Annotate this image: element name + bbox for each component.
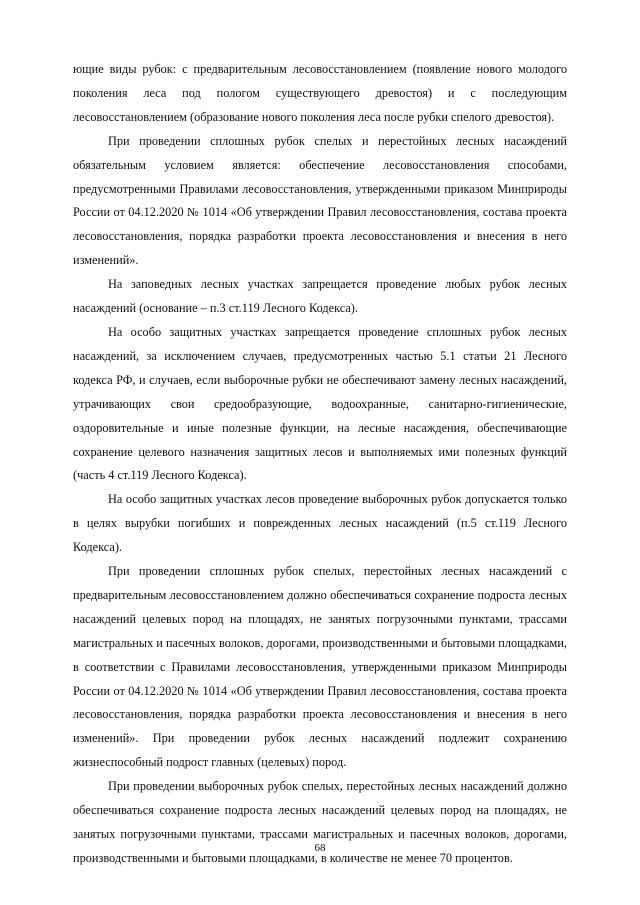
document-page [73, 58, 567, 871]
page-number: 68 [314, 842, 326, 854]
paragraph-protective-areas-selective: На особо защитных участках лесов проведение выборочных рубок допускается только в целях вырубки погибших и поврежденных лесных насаждений (п.5 ст.119 Лесного Кодекса). [73, 492, 567, 555]
paragraph-undergrowth-clearcut: При проведении сплошных рубок спелых, перестойных лесных насаждений с предварительным лесовосстановлением должно обеспечиваться сохранение подроста лесных насаждений целевых пород на площадях, не занятых погрузочными пунктами, трассами магистральных и пасечных волоков, дорогами, производственными и бытовыми площадками, в соответствии с Правилами лесовосстановления, утвержденными приказом Минприроды России от 04.12.2020 № 1014 «Об утверждении Правил лесовосстановления, состава проекта лесовосстановления, порядка разработки проекта лесовосстановления и внесения в него изменений». При проведении рубок лесных насаждений подлежит сохранению жизнеспособный подрост главных (целевых) пород. [73, 564, 567, 770]
paragraph-continuation: ющие виды рубок: с предварительным лесовосстановлением (появление нового молодого поколения леса под пологом существующего древостоя) и с последующим лесовосстановлением (образование нового поколения леса после рубки спелого древостоя). [73, 62, 567, 124]
paragraph-protective-areas-clearcut: На особо защитных участках запрещается проведение сплошных рубок лесных насаждений, за исключением случаев, предусмотренных частью 5.1 статьи 21 Лесного кодекса РФ, и случаев, если выборочные рубки не обеспечивают замену лесных насаждений, утрачивающих свои средообразующие, водоохранные, санитарно-гигиенические, оздоровительные и иные полезные функции, на лесные насаждения, обеспечивающие сохранение целевого назначения защитных лесов и выполняемых ими полезных функций (часть 4 ст.119 Лесного Кодекса). [73, 324, 567, 483]
paragraph-clearcut-conditions: При проведении сплошных рубок спелых и перестойных лесных насаждений обязательным условием является: обеспечение лесовосстановления способами, предусмотренными Правилами лесовосстановления, утвержденными приказом Минприроды России от 04.12.2020 № 1014 «Об утверждении Правил лесовосстановления, состава проекта лесовосстановления, порядка разработки проекта лесовосстановления и внесения в него изменений». [73, 133, 567, 268]
paragraph-reserved-areas: На заповедных лесных участках запрещается проведение любых рубок лесных насаждений (основание – п.3 ст.119 Лесного Кодекса). [73, 277, 567, 316]
paragraph-undergrowth-selective: При проведении выборочных рубок спелых, перестойных лесных насаждений должно обеспечиваться сохранение подроста лесных насаждений целевых пород на площадях, не занятых погрузочными пунктами, трассами магистральных и пасечных волоков, дорогами, производственными и бытовыми площадками, в количестве не менее 70 процентов. [73, 779, 567, 865]
